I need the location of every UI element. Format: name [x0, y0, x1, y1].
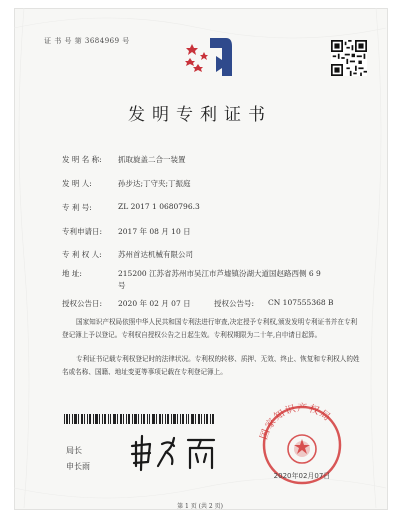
field-label: 专 利 号: [62, 203, 92, 212]
field-label: 专 利 权 人: [62, 250, 102, 259]
field-label: 地 址: [62, 269, 82, 278]
field-label: 专利申请日: [62, 227, 103, 236]
field-value: 孙步达;丁守夹;丁振庭 [118, 179, 191, 188]
field-label: 发 明 人: [62, 179, 92, 188]
document-title: 发明专利证书 [128, 105, 272, 125]
field-value: 2017 年 08 月 10 日 [118, 227, 191, 236]
certificate-number: 证 书 号 第 3684969 号 [44, 37, 130, 45]
field-label: 发 明 名 称: [62, 155, 102, 164]
official-seal [252, 395, 352, 487]
field-value: ZL 2017 1 0680796.3 [118, 202, 200, 211]
field-value: 苏州首达机械有限公司 [118, 250, 193, 259]
qr-code [331, 40, 367, 76]
seal-date: 2020年02月07日 [273, 472, 331, 480]
field-value: 抓取旋盖二合一装置 [118, 155, 186, 164]
svg-text:国家知识产权局 [258, 401, 334, 441]
patent-office-logo [182, 34, 236, 80]
legal-paragraph: 专利证书记载专利权登记时的法律状况。专利权的转移、质押、无效、终止、恢复和专利权人的姓名或名称、国籍、地址变更等事项记载在专利登记簿上。 [62, 355, 360, 376]
barcode [64, 414, 214, 424]
signatory-name: 申长雨 [66, 462, 90, 471]
page-footer: 第 1 页 (共 2 页) [177, 503, 223, 510]
grant-pub-value: CN 107555368 B [268, 298, 334, 307]
grant-date-value: 2020 年 02 月 07 日 [118, 299, 191, 308]
legal-paragraph: 国家知识产权局依照中华人民共和国专利法进行审查,决定授予专利权,颁发发明专利证书并在专利登记簿上予以登记。专利权自授权公告之日起生效。专利权期限为二十年,自申请日起算。 [62, 318, 358, 339]
signatory-role: 局长 [66, 446, 82, 455]
grant-date-label: 授权公告日: [62, 299, 103, 308]
grant-pub-label: 授权公告号: [214, 299, 255, 308]
field-value: 215200 江苏省苏州市吴江市芦墟镇汾湖大道国赵路西侧 6 9 号 [118, 269, 321, 290]
seal-org-text: 国家知识产权局 [258, 402, 333, 442]
director-signature [128, 432, 224, 472]
